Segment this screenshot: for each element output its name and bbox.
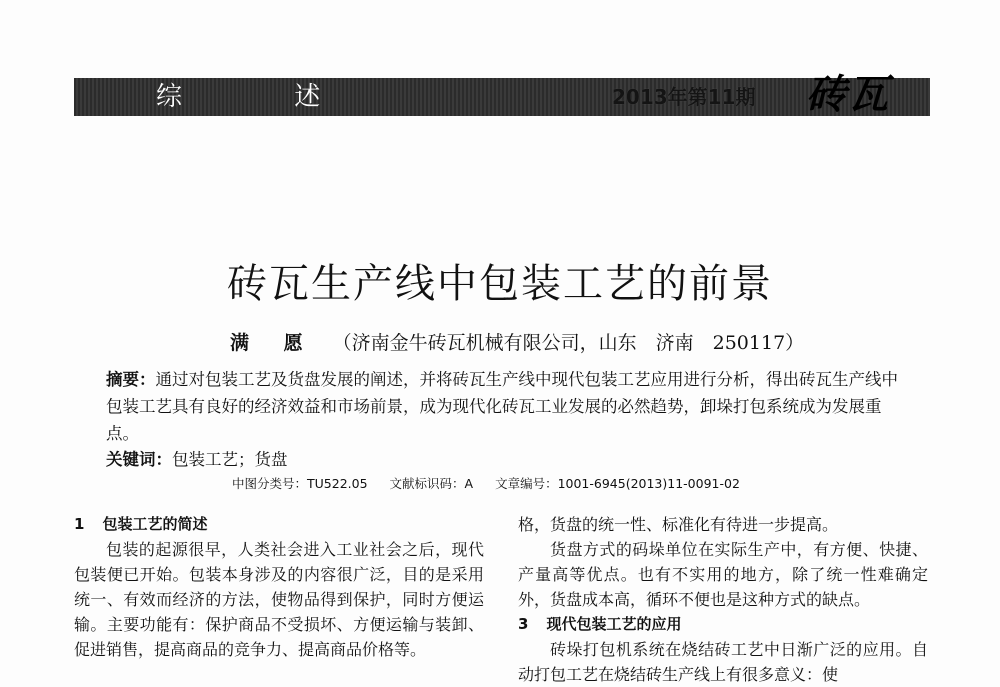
abstract bbox=[106, 366, 906, 447]
abstract-label: 摘要： bbox=[106, 370, 156, 389]
clc-number: 中图分类号：TU522.05 bbox=[232, 476, 368, 491]
author-name: 满 愿 bbox=[230, 332, 317, 354]
abstract-text: 通过对包装工艺及货盘发展的阐述，并将砖瓦生产线中现代包装工艺应用进行分析，得出砖瓦生产线中包装工艺具有良好的经济效益和市场前景，成为现代化砖瓦工业发展的必然趋势，卸垛打包系统成为发展重点。 bbox=[106, 370, 898, 443]
body-paragraph: 包装的起源很早，人类社会进入工业社会之后，现代包装便已开始。包装本身涉及的内容很广泛，目的是采用统一、有效而经济的方法，使物品得到保护，同时方便运输。主要功能有：保护商品不受损坏、方便运输与装卸、促进销售，提高商品的竞争力、提高商品价格等。 bbox=[74, 540, 484, 659]
keywords-label: 关键词： bbox=[106, 450, 172, 469]
body-paragraph: 格，货盘的统一性、标准化有待进一步提高。 bbox=[518, 515, 839, 534]
article-title: 砖瓦生产线中包装工艺的前景 bbox=[227, 261, 773, 307]
heading-number: 3 bbox=[518, 615, 529, 633]
body-paragraph: 货盘方式的码垛单位在实际生产中，有方便、快捷、产量高等优点。也有不实用的地方，除了统一性难确定外，货盘成本高，循环不便也是这种方式的缺点。 bbox=[518, 540, 928, 609]
issue-label: 2013年第11期 bbox=[612, 85, 756, 109]
article-number: 文章编号：1001-6945(2013)11-0091-02 bbox=[495, 476, 740, 491]
section-label: 综 述 bbox=[156, 82, 373, 112]
keywords-text: 包装工艺；货盘 bbox=[172, 450, 288, 469]
heading-text: 包装工艺的简述 bbox=[102, 515, 208, 533]
left-column bbox=[74, 512, 484, 662]
author-line bbox=[230, 328, 804, 355]
author-affiliation: （济南金牛砖瓦机械有限公司，山东 济南 250117） bbox=[332, 332, 805, 354]
heading-number: 1 bbox=[74, 515, 85, 533]
right-column bbox=[518, 512, 928, 687]
document-code: 文献标识码：A bbox=[389, 476, 474, 491]
section-heading-1 bbox=[74, 512, 484, 537]
journal-logo: 砖瓦 bbox=[806, 71, 890, 118]
keywords bbox=[106, 446, 288, 470]
section-header-band bbox=[74, 78, 930, 116]
section-heading-3 bbox=[518, 612, 928, 637]
body-paragraph: 砖垛打包机系统在烧结砖工艺中日渐广泛的应用。自动打包工艺在烧结砖生产线上有很多意义：使 bbox=[518, 640, 928, 684]
classification-line bbox=[232, 474, 758, 492]
heading-text: 现代包装工艺的应用 bbox=[546, 615, 682, 633]
